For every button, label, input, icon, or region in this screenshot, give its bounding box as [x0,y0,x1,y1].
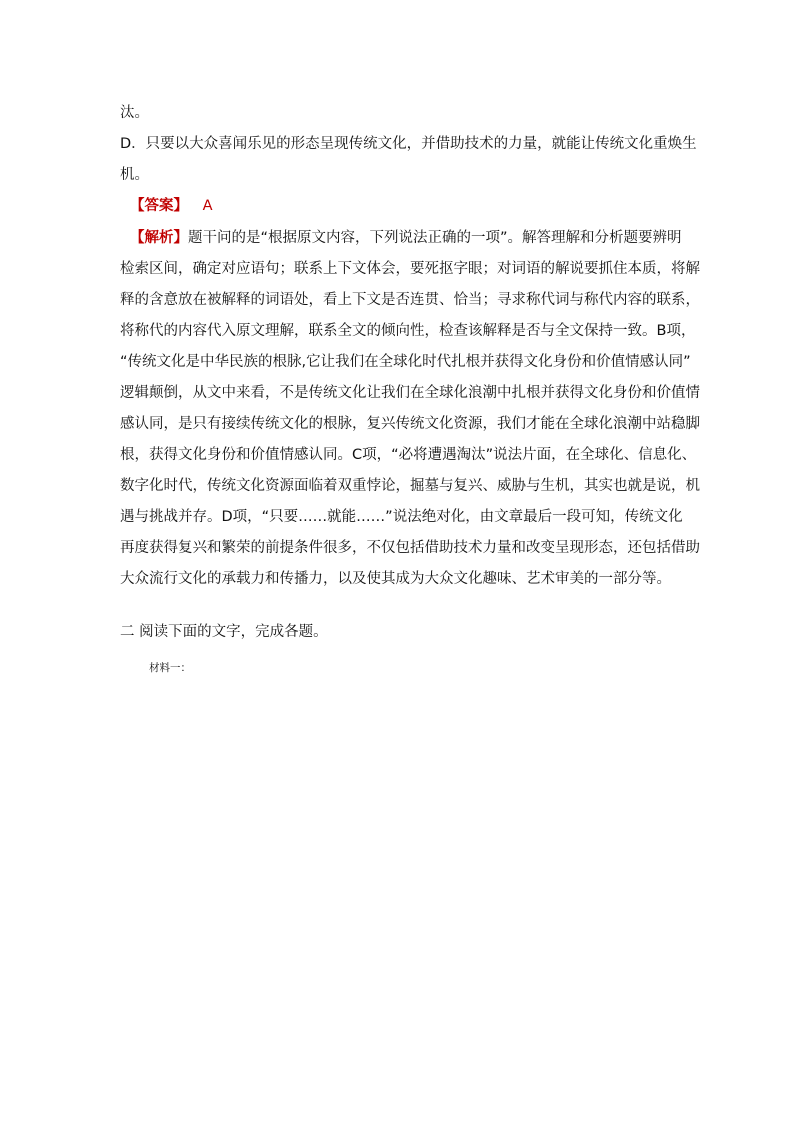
answer-row [130,196,213,216]
analysis-line: “传统文化是中华民族的根脉,它让我们在全球化时代扎根并获得文化身份和价值情感认同” [120,354,691,370]
analysis-line: 大众流行文化的承载力和传播力，以及使其成为大众文化趣味、艺术审美的一部分等。 [120,571,671,587]
material-label: 材料一： [149,662,191,674]
analysis-line: 再度获得复兴和繁荣的前提条件很多，不仅包括借助技术力量和改变呈现形态，还包括借助 [120,540,700,556]
analysis-line: 检索区间，确定对应语句；联系上下文体会，要死抠字眼；对词语的解说要抓住本质，将解 [120,261,700,277]
analysis-line: 数字化时代，传统文化资源面临着双重悖论，掘墓与复兴、威胁与生机，其实也就是说，机 [120,478,700,494]
analysis-label: 【解析】 [130,230,188,246]
analysis-line: 感认同，是只有接续传统文化的根脉，复兴传统文化资源，我们才能在全球化浪潮中站稳脚 [120,416,700,432]
analysis-line: 释的含意放在被解释的词语处，看上下文是否连贯、恰当；寻求称代词与称代内容的联系， [120,292,700,308]
analysis-line: 将称代的内容代入原文理解，联系全文的倾向性，检查该解释是否与全文保持一致。B项， [120,323,696,339]
option-d-line: D．只要以大众喜闻乐见的形态呈现传统文化，并借助技术的力量，就能让传统文化重焕生 [120,136,697,152]
text-line: 机。 [120,167,149,183]
answer-value: A [202,198,213,214]
analysis-line: 根，获得文化身份和价值情感认同。C项，“必将遭遇淘汰”说法片面，在全球化、信息化、 [120,447,697,463]
analysis-line: 遇与挑战并存。D项，“只要……就能……”说法绝对化，由文章最后一段可知，传统文化 [120,509,683,525]
analysis-text: 题干问的是“根据原文内容，下列说法正确的一项”。解答理解和分析题要辨明 [188,230,682,246]
analysis-row [130,228,682,248]
section-heading: 二 阅读下面的文字，完成各题。 [120,624,328,640]
answer-label: 【答案】 [130,198,188,214]
text-line: 汰。 [120,105,149,121]
analysis-line: 逻辑颠倒，从文中来看，不是传统文化让我们在全球化浪潮中扎根并获得文化身份和价值情 [120,385,700,401]
